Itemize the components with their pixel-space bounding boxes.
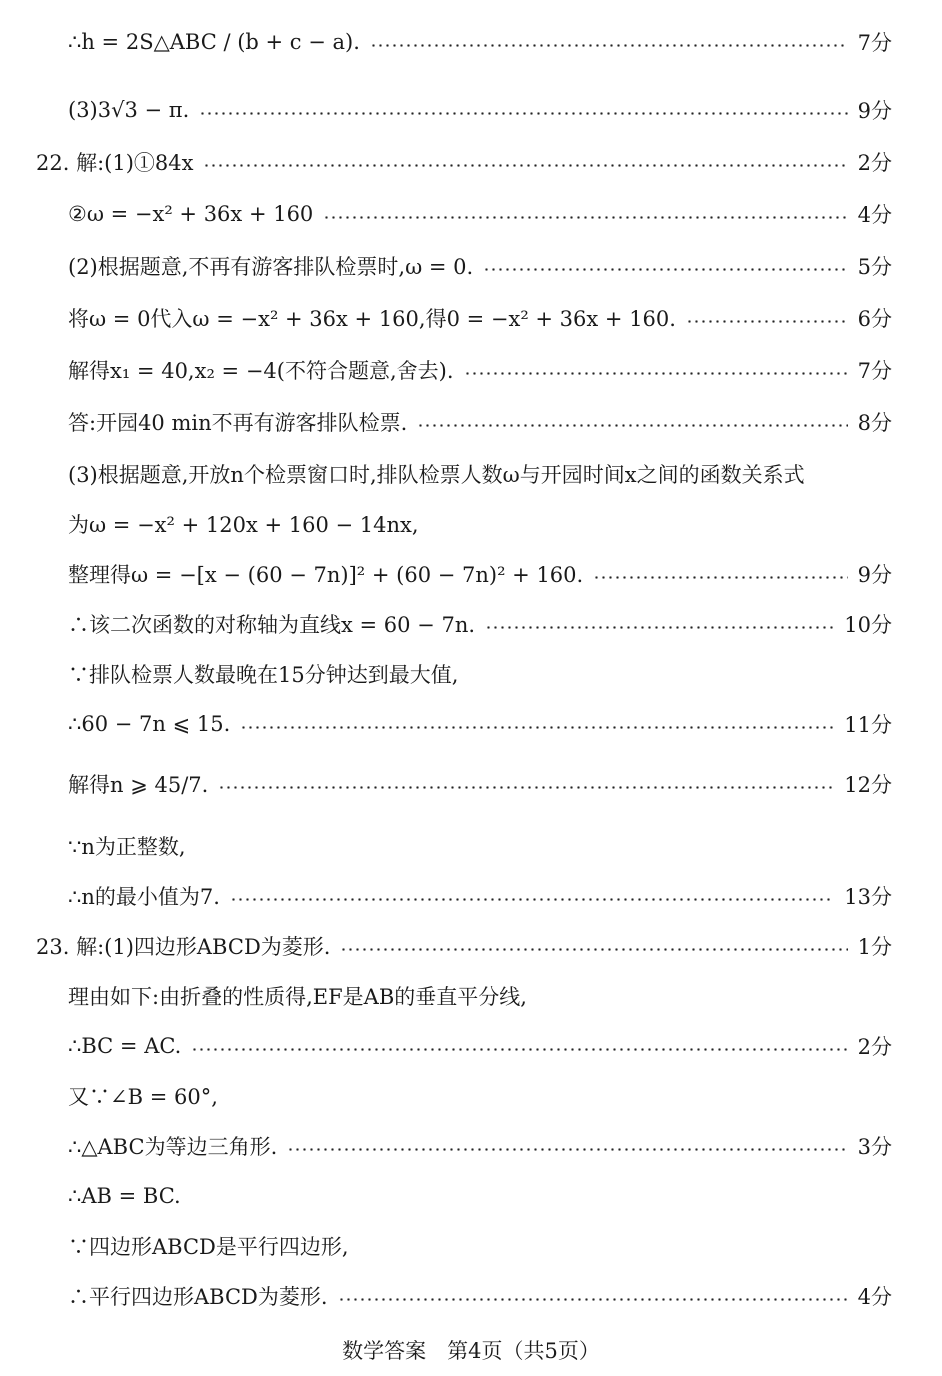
line-text: ∵排队检票人数最晚在15分钟达到最大值, [68, 663, 459, 687]
leader-dots [464, 372, 848, 375]
line-text: 23. 解:(1)四边形ABCD为菱形. [36, 935, 331, 959]
line-text: 将ω = 0代入ω = −x² + 36x + 160,得0 = −x² + 36x + 160. [68, 307, 676, 331]
footer-text: 数学答案 第4页（共5页） [342, 1339, 600, 1363]
question-23-start [36, 926, 892, 966]
answer-line [68, 298, 892, 338]
line-text: ∴AB = BC. [68, 1184, 181, 1208]
leader-dots [483, 268, 847, 271]
score-label: 11分 [844, 713, 892, 737]
answer-line [68, 1176, 892, 1216]
answer-line [68, 1026, 892, 1066]
line-text: ∴BC = AC. [68, 1034, 182, 1058]
line-text: ∴n的最小值为7. [68, 885, 220, 909]
leader-dots [485, 626, 834, 629]
leader-dots [203, 164, 847, 167]
score-label: 7分 [857, 31, 892, 55]
answer-line [68, 350, 892, 390]
answer-line [68, 1276, 892, 1316]
answer-line [68, 704, 892, 744]
line-text: ②ω = −x² + 36x + 160 [68, 202, 314, 226]
line-text: (3)3√3 − π. [68, 98, 190, 122]
line-text: ∴60 − 7n ⩽ 15. [68, 712, 231, 736]
score-label: 4分 [857, 1285, 892, 1309]
leader-dots [191, 1048, 847, 1051]
leader-dots [240, 726, 834, 729]
line-text: 答:开园40 min不再有游客排队检票. [68, 411, 408, 435]
score-label: 2分 [857, 1035, 892, 1059]
line-text: 解得n ⩾ 45/7. [68, 773, 209, 797]
answer-line [68, 402, 892, 442]
answer-line [68, 604, 892, 644]
answer-line [68, 976, 892, 1016]
score-label: 4分 [857, 203, 892, 227]
answer-line [68, 194, 892, 234]
line-text: ∵n为正整数, [68, 835, 186, 859]
score-label: 1分 [857, 935, 892, 959]
leader-dots [340, 948, 847, 951]
line-text: ∴h = 2S△ABC / (b + c − a). [68, 30, 360, 54]
leader-dots [370, 44, 848, 47]
line-text: ∴△ABC为等边三角形. [68, 1135, 278, 1159]
leader-dots [593, 576, 847, 579]
score-label: 12分 [844, 773, 892, 797]
answer-line [68, 454, 892, 494]
score-label: 5分 [857, 255, 892, 279]
leader-dots [230, 898, 834, 901]
line-text: 整理得ω = −[x − (60 − 7n)]² + (60 − 7n)² + 160. [68, 563, 584, 587]
leader-dots [338, 1298, 848, 1301]
line-text: ∴该二次函数的对称轴为直线x = 60 − 7n. [68, 613, 476, 637]
line-text: 22. 解:(1)①84x [36, 151, 194, 175]
answer-line-part3 [68, 90, 892, 130]
line-text: 解得x₁ = 40,x₂ = −4(不符合题意,舍去). [68, 359, 454, 383]
leader-dots [218, 786, 834, 789]
score-label: 7分 [857, 359, 892, 383]
line-text: (3)根据题意,开放n个检票窗口时,排队检票人数ω与开园时间x之间的函数关系式 [68, 463, 805, 487]
line-text: 为ω = −x² + 120x + 160 − 14nx, [68, 513, 419, 537]
score-label: 8分 [857, 411, 892, 435]
score-label: 6分 [857, 307, 892, 331]
answer-line [68, 1226, 892, 1266]
score-label: 10分 [844, 613, 892, 637]
line-text: ∵四边形ABCD是平行四边形, [68, 1235, 349, 1259]
leader-dots [199, 112, 847, 115]
leader-dots [323, 216, 847, 219]
page-footer [0, 1330, 942, 1370]
score-label: 2分 [857, 151, 892, 175]
score-label: 13分 [844, 885, 892, 909]
line-text: 又∵∠B = 60°, [68, 1085, 218, 1109]
line-text: 理由如下:由折叠的性质得,EF是AB的垂直平分线, [68, 985, 527, 1009]
answer-line-h-formula [68, 22, 892, 62]
answer-line [68, 1076, 892, 1116]
score-label: 9分 [857, 99, 892, 123]
score-label: 3分 [857, 1135, 892, 1159]
line-text: (2)根据题意,不再有游客排队检票时,ω = 0. [68, 255, 474, 279]
line-text: ∴平行四边形ABCD为菱形. [68, 1285, 328, 1309]
answer-line [68, 1126, 892, 1166]
leader-dots [686, 320, 848, 323]
leader-dots [417, 424, 847, 427]
question-22-start [36, 142, 892, 182]
answer-line [68, 246, 892, 286]
answer-line [68, 654, 892, 694]
answer-line [68, 764, 892, 804]
answer-line [68, 876, 892, 916]
leader-dots [287, 1148, 847, 1151]
score-label: 9分 [857, 563, 892, 587]
answer-line [68, 504, 892, 544]
answer-line [68, 826, 892, 866]
answer-line [68, 554, 892, 594]
